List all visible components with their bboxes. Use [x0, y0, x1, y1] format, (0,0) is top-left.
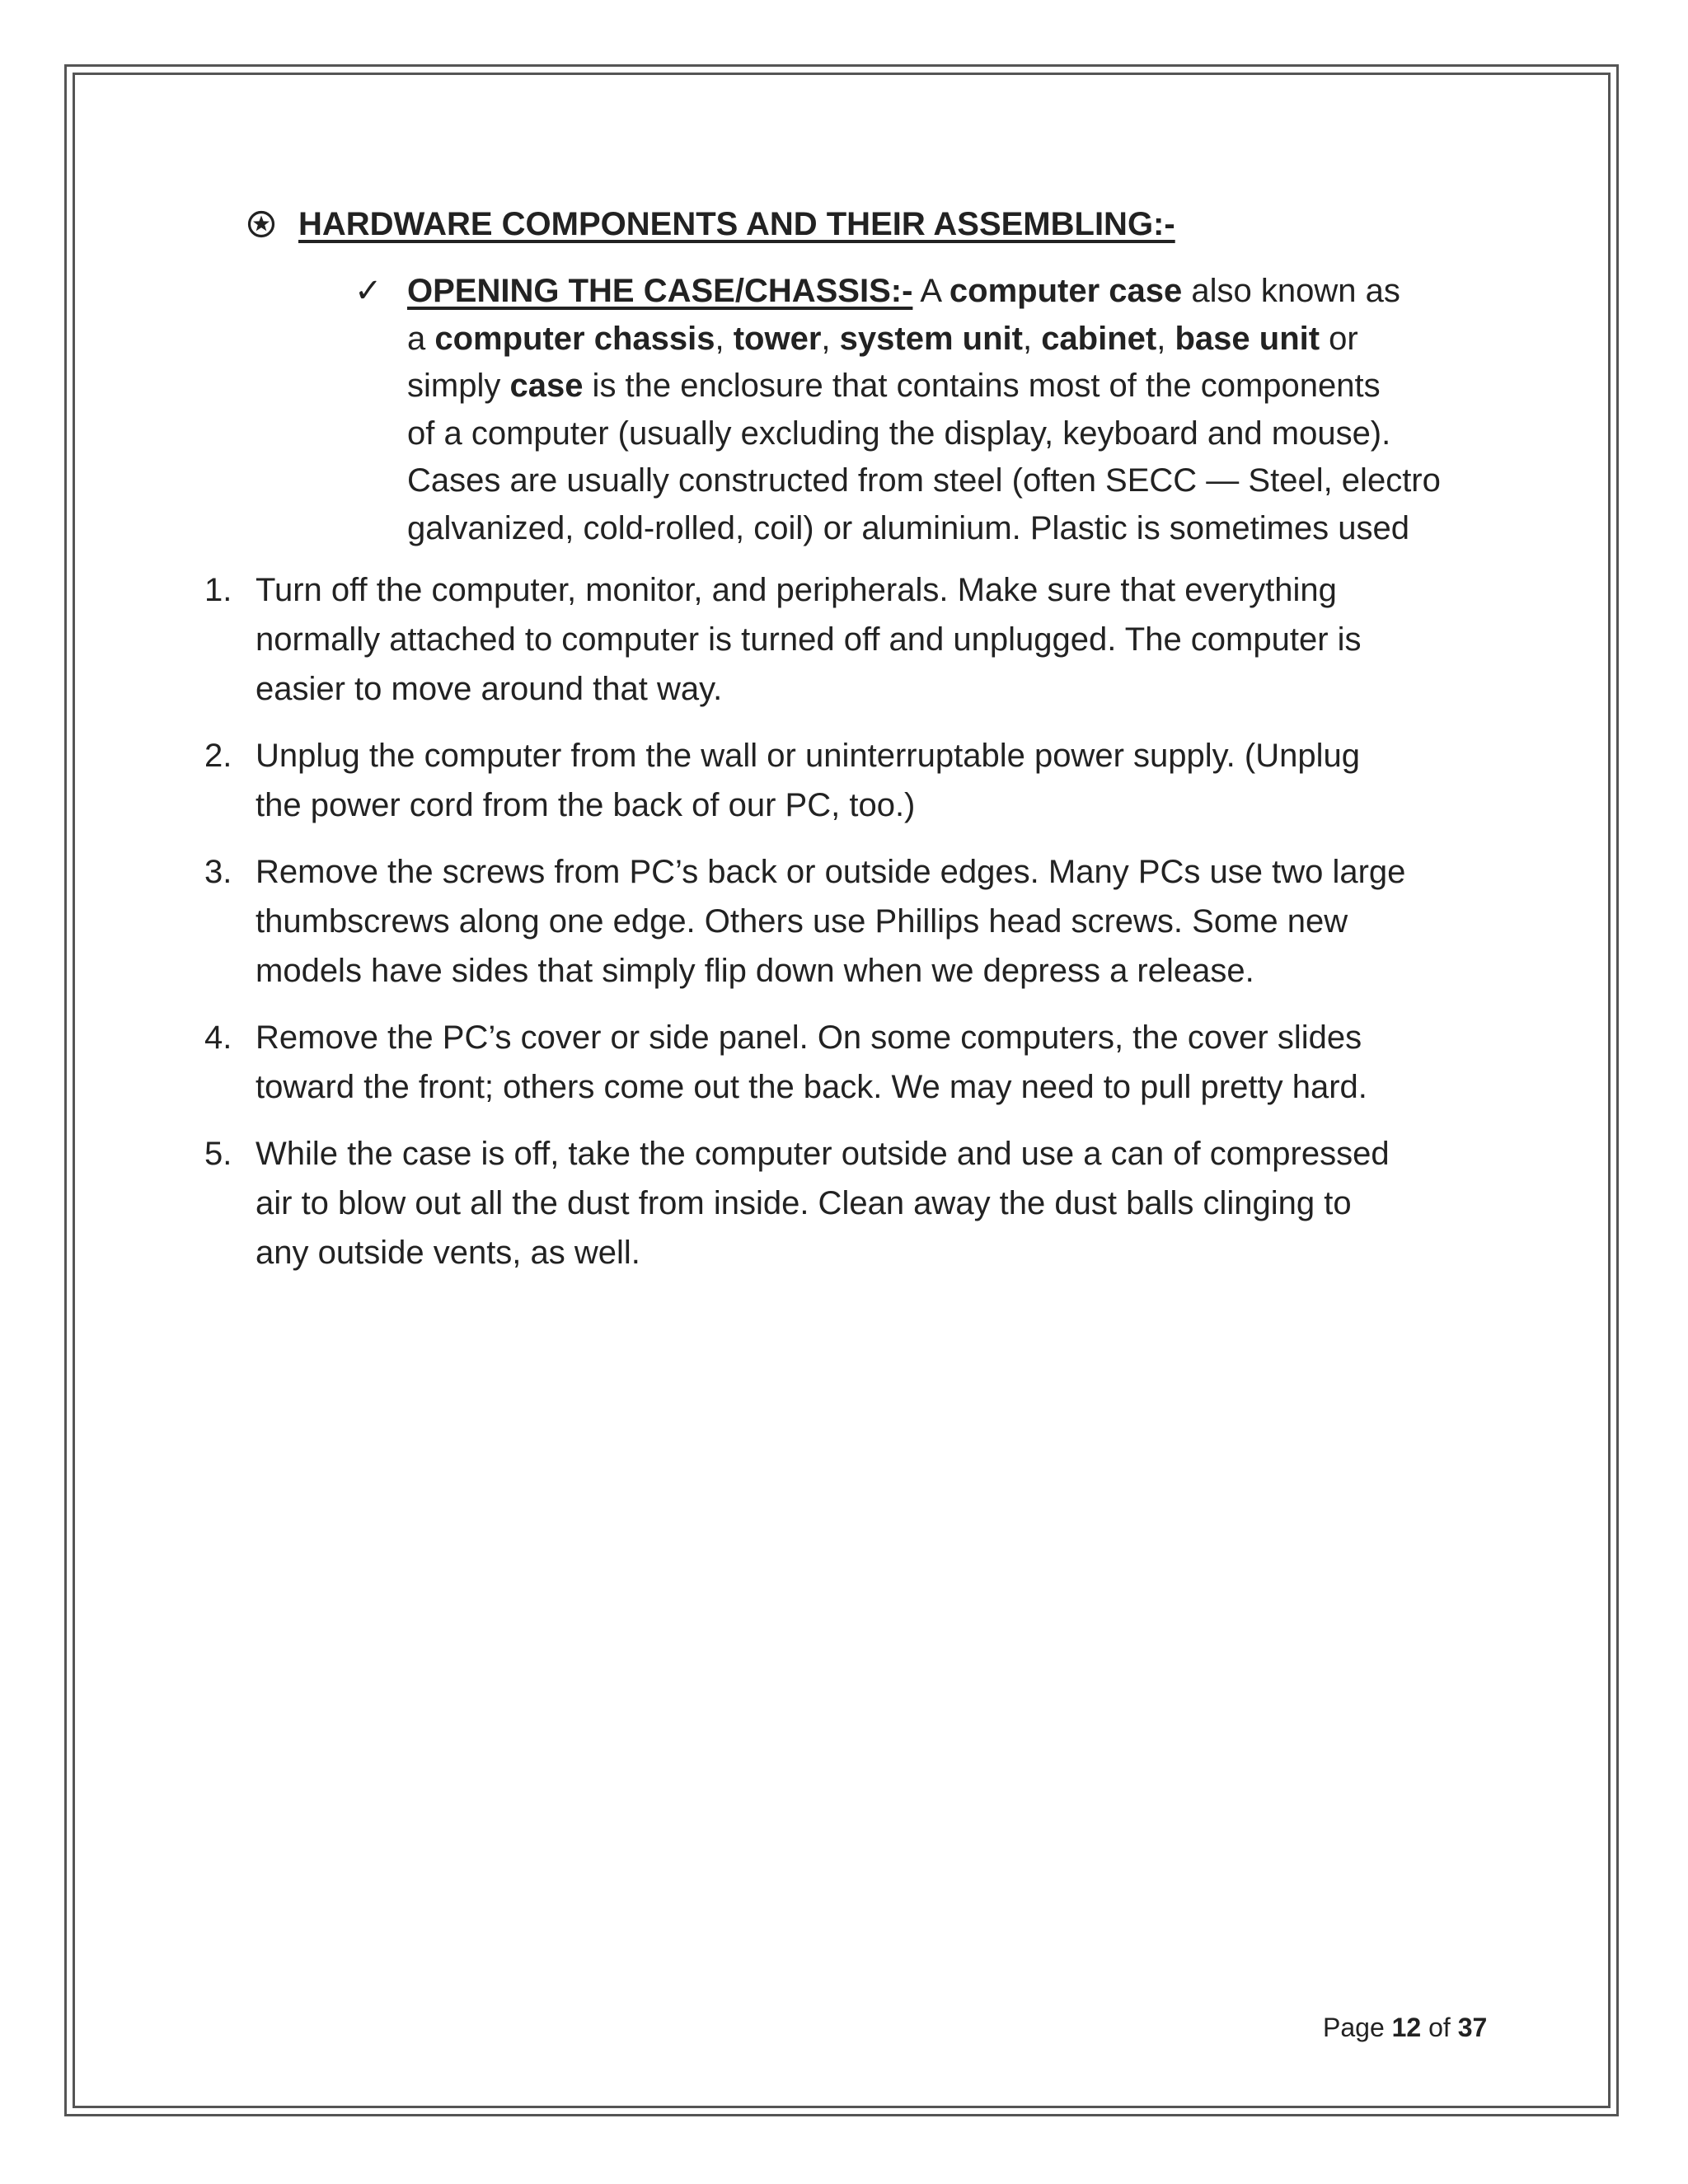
subsection-line — [407, 505, 1503, 553]
subsection-block — [354, 268, 1508, 552]
subsection-paragraph — [354, 268, 1508, 552]
step-text-line: models have sides that simply flip down when we depress a release. — [256, 953, 1254, 989]
step-text-line: air to blow out all the dust from inside. Clean away the dust balls clinging to — [256, 1185, 1352, 1221]
text-run: , — [821, 320, 840, 357]
text-run: , — [1022, 320, 1042, 357]
step-text-line: thumbscrews along one edge. Others use Phillips head screws. Some new — [256, 903, 1348, 940]
text-run: of a computer (usually excluding the display, keyboard and mouse). — [407, 415, 1391, 452]
step-text-line: the power cord from the back of our PC, too.) — [256, 787, 916, 823]
step-number: 2. — [204, 738, 232, 774]
text-run: is the enclosure that contains most of the components — [583, 368, 1381, 404]
text-run: also known as — [1182, 273, 1400, 309]
step-item — [204, 1013, 1507, 1112]
step-item — [204, 565, 1507, 714]
step-number: 3. — [204, 854, 232, 890]
step-text-line: toward the front; others come out the back. We may need to pull pretty hard. — [256, 1069, 1367, 1105]
step-text-line: any outside vents, as well. — [256, 1235, 640, 1271]
text-run: galvanized, cold-rolled, coil) or aluminium. Plastic is sometimes used — [407, 509, 1410, 546]
page-current: 12 — [1391, 2013, 1422, 2042]
text-run: simply — [407, 368, 510, 404]
bold-term: system unit — [839, 320, 1023, 357]
step-item — [204, 1129, 1507, 1277]
page-of-label: of — [1421, 2013, 1458, 2042]
bold-term: case — [509, 368, 584, 404]
step-item — [204, 847, 1507, 996]
step-text-line: normally attached to computer is turned off and unplugged. The computer is — [256, 621, 1362, 658]
bold-term: computer case — [949, 273, 1183, 309]
steps-list — [204, 565, 1507, 1295]
heading-text: HARDWARE COMPONENTS AND THEIR ASSEMBLING:- — [298, 206, 1175, 242]
step-number: 5. — [204, 1136, 232, 1172]
subsection-line — [407, 316, 1503, 363]
bold-term: cabinet — [1041, 320, 1157, 357]
step-text-line: While the case is off, take the computer outside and use a can of compressed — [256, 1136, 1390, 1172]
step-text-line: Unplug the computer from the wall or uninterruptable power supply. (Unplug — [256, 738, 1360, 774]
text-run: A — [912, 273, 950, 309]
text-run: , — [715, 320, 734, 357]
star-in-circle-icon — [247, 210, 275, 238]
subsection-line — [407, 457, 1503, 505]
page-total: 37 — [1457, 2013, 1488, 2042]
step-text-line: easier to move around that way. — [256, 671, 723, 707]
bold-term: base unit — [1175, 320, 1320, 357]
section-heading — [247, 203, 1175, 246]
step-item — [204, 731, 1507, 830]
step-text-line: Turn off the computer, monitor, and peripherals. Make sure that everything — [256, 572, 1337, 608]
checkmark-icon: ✓ — [354, 273, 382, 309]
subsection-title: OPENING THE CASE/CHASSIS:- — [407, 273, 913, 309]
text-run: a — [407, 320, 435, 357]
step-number: 1. — [204, 572, 232, 608]
subsection-line — [407, 410, 1503, 458]
subsection-line — [407, 268, 1503, 316]
step-number: 4. — [204, 1019, 232, 1056]
page-label: Page — [1323, 2013, 1392, 2042]
text-run: , — [1156, 320, 1175, 357]
text-run: or — [1320, 320, 1358, 357]
bold-term: computer chassis — [434, 320, 715, 357]
bold-term: tower — [733, 320, 822, 357]
text-run: Cases are usually constructed from steel (often SECC — Steel, electro — [407, 462, 1441, 499]
subsection-line — [407, 363, 1503, 410]
page-number — [1323, 2011, 1487, 2044]
step-text-line: Remove the PC’s cover or side panel. On some computers, the cover slides — [256, 1019, 1362, 1056]
step-text-line: Remove the screws from PC’s back or outside edges. Many PCs use two large — [256, 854, 1406, 890]
